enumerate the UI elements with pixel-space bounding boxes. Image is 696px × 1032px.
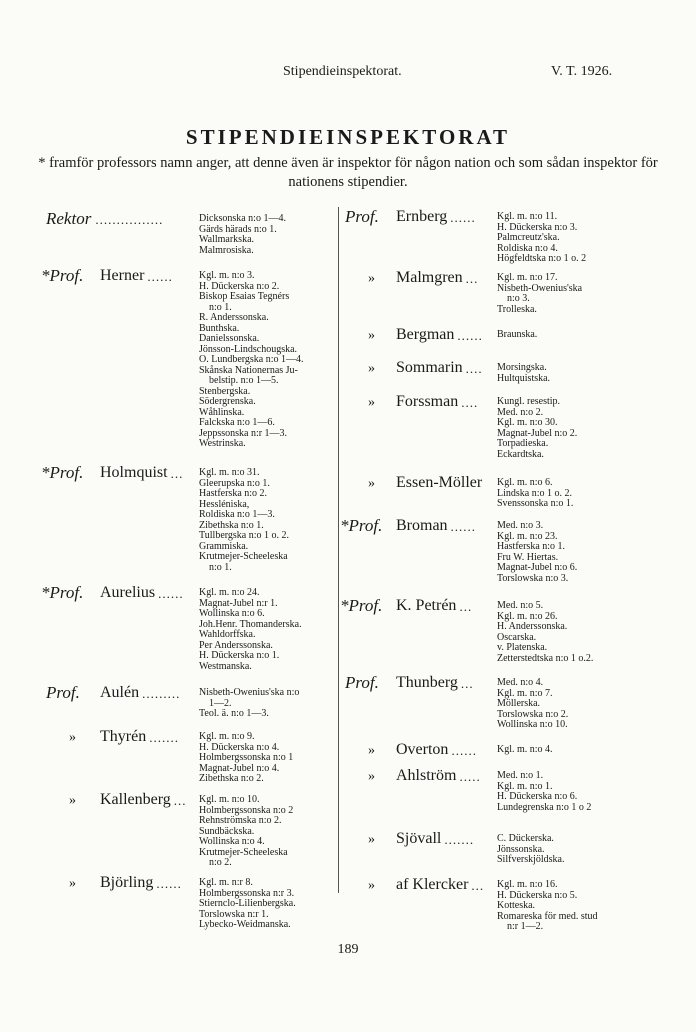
scholarship-line: Eckardtska. (497, 448, 544, 460)
leader-dots: ....... (444, 832, 475, 847)
leader-dots: ...... (147, 269, 173, 284)
scholarship-line: H. Anderssonska. (497, 621, 568, 632)
leader-dots: ...... (450, 210, 476, 225)
scholarship-line: Med. n:o 5. (497, 600, 544, 611)
entry-title: *Prof. (41, 583, 84, 602)
leader-dots: ................ (95, 212, 164, 227)
scholarship-list (497, 273, 582, 315)
scholarship-line: O. Lundbergska n:o 1—4. (199, 354, 304, 365)
scholarship-line: Holmbergssonska n:o 2 (199, 804, 294, 816)
entry-name: K. Petrén (396, 597, 457, 614)
scholarship-line: Kgl. m. n:o 17. (497, 272, 558, 283)
scholarship-line: Malmrosiska. (199, 244, 254, 256)
scholarship-line: Med. n:o 4. (497, 677, 544, 688)
scholarship-line: Kgl. m. n:r 8. (199, 877, 253, 888)
scholarship-line: v. Platenska. (497, 642, 548, 653)
scholarship-line: Kgl. m. n:o 7. (497, 687, 553, 699)
scholarship-line: Wåhlinska. (199, 406, 245, 418)
entry-title: *Prof. (41, 463, 84, 482)
entry-name: Ahlström (396, 767, 457, 784)
scholarship-list (497, 363, 550, 384)
scholarship-line: Stenbergska. (199, 385, 251, 397)
scholarship-line: Skånska Nationernas Ju- (199, 364, 298, 376)
scholarship-line: Möllerska. (497, 698, 541, 709)
scholarship-line: Rehnströmska n:o 2. (199, 815, 282, 826)
scholarship-line: Torslowska n:r 1. (199, 908, 269, 920)
scholarship-line: Krutmejer-Scheeleska (199, 551, 288, 562)
scholarship-line: Roldiska n:o 4. (497, 242, 558, 254)
leader-dots: ... (460, 676, 474, 691)
entry-title: *Prof. (41, 266, 84, 285)
scholarship-line: Stiernclo-Lilienbergska. (199, 898, 296, 909)
scholarship-line: Grammiska. (199, 540, 249, 552)
leader-dots: .... (465, 361, 483, 376)
scholarship-line: Svenssonska n:o 1. (497, 498, 574, 509)
scholarship-line: Magnat-Jubel n:o 2. (497, 427, 578, 439)
scholarship-line: Zibethska n:o 1. (199, 519, 264, 531)
entry-title: » (69, 876, 76, 891)
entry-name: Herner (100, 267, 145, 284)
scholarship-list (497, 880, 598, 933)
scholarship-list (199, 795, 293, 869)
entry-title: » (69, 793, 76, 808)
scholarship-line: Nisbeth-Owenius'ska (497, 282, 583, 294)
entry-title: » (69, 730, 76, 745)
scholarship-line: Kgl. m. n:o 23. (497, 530, 558, 542)
scholarship-list (199, 878, 296, 931)
scholarship-line: Silfverskjöldska. (497, 854, 565, 865)
scholarship-line: Wollinska n:o 4. (199, 836, 265, 847)
page-number: 189 (337, 942, 359, 957)
entry-name: Essen-Möller (396, 474, 483, 491)
running-header-left: Stipendieinspektorat. (283, 64, 402, 79)
scholarship-line: Kotteska. (497, 900, 536, 911)
scholarship-line: Westrinska. (199, 438, 246, 449)
scholarship-line: Torslowska n:o 2. (497, 708, 569, 720)
scholarship-line: Wollinska n:o 6. (199, 608, 265, 619)
intro-note: * framför professors namn anger, att denne även är inspektor för någon nation och som sådan inspektor för nationens stipendier. (38, 155, 658, 190)
scholarship-list (199, 214, 286, 256)
leader-dots: ..... (459, 769, 481, 784)
entry-name: Ernberg (396, 208, 448, 225)
scholarship-line: Tullbergska n:o 1 o. 2. (199, 530, 290, 541)
leader-dots: ...... (156, 876, 182, 891)
scholarship-line: Lundegrenska n:o 1 o 2 (497, 801, 592, 813)
scholarship-line: Kgl. m. n:o 4. (497, 744, 553, 755)
leader-dots: ... (173, 793, 187, 808)
scholarship-line: Kgl. m. n:o 26. (497, 610, 558, 622)
scholarship-line: Kgl. m. n:o 31. (199, 467, 260, 478)
scholarship-line: Falckska n:o 1—6. (199, 417, 275, 428)
scholarship-line: Kgl. m. n:o 10. (199, 794, 260, 805)
scholarship-line: Nisbeth-Owenius'ska n:o (199, 687, 300, 698)
scholarship-line: Krutmejer-Scheeleska (199, 846, 288, 858)
entry-name: Kallenberg (100, 791, 171, 808)
entry-name: Broman (396, 517, 448, 534)
entry-title: *Prof. (340, 596, 383, 615)
scholarship-line: Wahldorffska. (199, 629, 256, 640)
scholarship-line: Gleerupska n:o 1. (199, 477, 270, 489)
scholarship-line: C. Dückerska. (497, 833, 554, 844)
scholarship-line: Wollinska n:o 10. (497, 719, 568, 730)
scholarship-line: n:o 3. (507, 293, 530, 304)
scholarship-line: Joh.Henr. Thomanderska. (199, 618, 302, 630)
entry-title: Prof. (345, 673, 379, 692)
leader-dots: ...... (158, 586, 184, 601)
scholarship-line: R. Anderssonska. (199, 312, 269, 323)
entry-name: Holmquist (100, 464, 168, 481)
scholarship-line: Morsingska. (497, 362, 547, 373)
scholarship-line: H. Dückerska n:o 1. (199, 650, 280, 661)
entry-name: Forssman (396, 393, 459, 410)
scholarship-line: H. Dückerska n:o 6. (497, 791, 578, 802)
entry-name: Aulén (100, 684, 140, 701)
running-header-right: V. T. 1926. (551, 64, 613, 79)
entry-title: Prof. (46, 683, 80, 702)
leader-dots: ... (471, 878, 485, 893)
scholarship-line: H. Dückerska n:o 5. (497, 889, 578, 901)
scholarship-line: Hultquistska. (497, 372, 551, 384)
scholarship-list (199, 588, 302, 672)
scholarship-line: Gärds härads n:o 1. (199, 223, 277, 235)
scholarship-line: Hastferska n:o 2. (199, 488, 268, 499)
scholarship-line: n:r 1—2. (507, 921, 544, 932)
scholarship-list (497, 601, 593, 664)
scholarship-line: Kgl. m. n:o 30. (497, 417, 558, 428)
entry-name: Aurelius (100, 584, 156, 601)
scholarship-line: Palmcreutz'ska. (497, 232, 560, 243)
scholarship-line: Med. n:o 3. (497, 520, 544, 531)
entry-title: *Prof. (340, 516, 383, 535)
scholarship-line: Kgl. m. n:o 6. (497, 477, 553, 488)
scholarship-line: Hessléniska, (199, 498, 250, 510)
scholarship-line: H. Dückerska n:o 2. (199, 280, 280, 292)
entry-name: af Klercker (396, 876, 469, 893)
entry-title: » (368, 832, 375, 847)
leader-dots: ....... (149, 730, 179, 745)
entry-title: » (368, 476, 375, 491)
scholarship-line: Dicksonska n:o 1—4. (199, 213, 286, 224)
entry-name: Thyrén (100, 728, 147, 745)
scholarship-line: Kgl. m. n:o 16. (497, 879, 558, 890)
scholarship-line: Per Anderssonska. (199, 639, 273, 651)
entry-title: » (368, 361, 375, 376)
scholarship-line: Med. n:o 1. (497, 770, 544, 781)
scholarship-list (497, 521, 577, 584)
scholarship-list (497, 678, 568, 731)
scholarship-line: Roldiska n:o 1—3. (199, 509, 275, 520)
entry-name: Overton (396, 741, 449, 758)
scholarship-line: Lybecko-Weidmanska. (199, 919, 291, 930)
scholarship-line: Danielssonska. (199, 333, 260, 344)
entry-name: Bergman (396, 326, 455, 343)
scholarship-line: Hastferska n:o 1. (497, 541, 566, 552)
leader-dots: ...... (457, 328, 483, 343)
entry-title: » (368, 271, 375, 286)
entry-name: Sommarin (396, 359, 463, 376)
scholarship-line: Holmbergssonska n:r 3. (199, 887, 295, 899)
entry-name: Thunberg (396, 674, 458, 691)
scholarship-line: Torslowska n:o 3. (497, 572, 569, 584)
scholarship-line: Kgl. m. n:o 1. (497, 780, 553, 792)
scholarship-line: Holmbergssonska n:o 1 (199, 752, 294, 763)
entry-title: » (368, 395, 375, 410)
scholarship-line: Jönsson-Lindschougska. (199, 343, 298, 355)
scholarship-list (497, 771, 591, 813)
leader-dots: ... (459, 599, 473, 614)
scholarship-line: Med. n:o 2. (497, 406, 544, 418)
scholarship-line: H. Dückerska n:o 3. (497, 221, 578, 233)
scholarship-list (497, 212, 586, 265)
scholarship-line: Trolleska. (497, 303, 537, 315)
scholarship-line: Oscarska. (497, 631, 537, 643)
scholarship-line: Magnat-Jubel n:o 4. (199, 762, 280, 774)
scholarship-list (199, 688, 299, 720)
scholarship-line: Kgl. m. n:o 24. (199, 587, 260, 598)
scholarship-list (497, 330, 537, 341)
scholarship-line: Wallmarkska. (199, 234, 255, 245)
scholarship-line: Braunska. (497, 329, 538, 340)
scholarship-line: Kungl. resestip. (497, 396, 561, 407)
scholarship-line: 1—2. (209, 697, 232, 709)
entry-name: Sjövall (396, 830, 442, 847)
scholarship-line: Zibethska n:o 2. (199, 773, 264, 784)
scholarship-line: Kgl. m. n:o 3. (199, 270, 255, 281)
leader-dots: ... (465, 271, 479, 286)
scholarship-line: n:o 2. (209, 857, 232, 868)
scholarship-line: Magnat-Jubel n:r 1. (199, 597, 278, 609)
entry-title: Rektor (46, 209, 92, 228)
scholarship-line: H. Dückerska n:o 4. (199, 741, 280, 753)
entry-name: Björling (100, 874, 154, 891)
scholarship-line: Westmanska. (199, 660, 252, 672)
scholarship-list (199, 468, 289, 573)
scholarship-line: Zetterstedtska n:o 1 o.2. (497, 652, 594, 664)
scholarship-line: Romareska för med. stud (497, 910, 598, 922)
scholarship-line: Kgl. m. n:o 9. (199, 731, 255, 742)
scholarship-list (199, 271, 304, 450)
scholarship-line: Södergrenska. (199, 396, 256, 407)
scholarship-line: Bunthska. (199, 322, 240, 334)
scholarship-line: Jeppssonska n:r 1—3. (199, 427, 288, 439)
leader-dots: ... (170, 466, 184, 481)
scholarship-line: belstip. n:o 1—5. (209, 375, 279, 386)
leader-dots: ...... (451, 743, 477, 758)
scholarship-line: Högfeldtska n:o 1 o. 2 (497, 253, 587, 264)
leader-dots: .... (461, 395, 479, 410)
entry-title: » (368, 328, 375, 343)
page-title: STIPENDIEINSPEKTORAT (185, 125, 511, 149)
entry-name: Malmgren (396, 269, 463, 286)
scholarship-line: Sundbäckska. (199, 825, 255, 837)
scholarship-line: Lindska n:o 1 o. 2. (497, 487, 572, 499)
leader-dots: ......... (142, 686, 181, 701)
scholarship-line: Teol. ä. n:o 1—3. (199, 708, 269, 719)
entry-title: » (368, 769, 375, 784)
scholarship-list (497, 478, 573, 510)
scholarship-line: Magnat-Jubel n:o 6. (497, 562, 578, 573)
scholarship-list (199, 732, 293, 785)
column-divider (338, 207, 339, 893)
entry-title: » (368, 878, 375, 893)
scholarship-line: n:o 1. (209, 301, 232, 313)
leader-dots: ...... (450, 519, 477, 534)
scholarship-line: Jönssonska. (497, 843, 545, 855)
scholarship-list (497, 834, 565, 866)
scholarship-line: n:o 1. (209, 561, 232, 573)
scholarship-line: Torpadieska. (497, 438, 549, 449)
entry-title: » (368, 743, 375, 758)
scholarship-line: Kgl. m. n:o 11. (497, 211, 558, 222)
entry-title: Prof. (345, 207, 379, 226)
scholarship-list (497, 397, 577, 460)
scholarship-line: Biskop Esaias Tegnérs (199, 291, 290, 302)
scholarship-line: Fru W. Hiertas. (497, 551, 559, 563)
scholarship-list (497, 745, 553, 756)
